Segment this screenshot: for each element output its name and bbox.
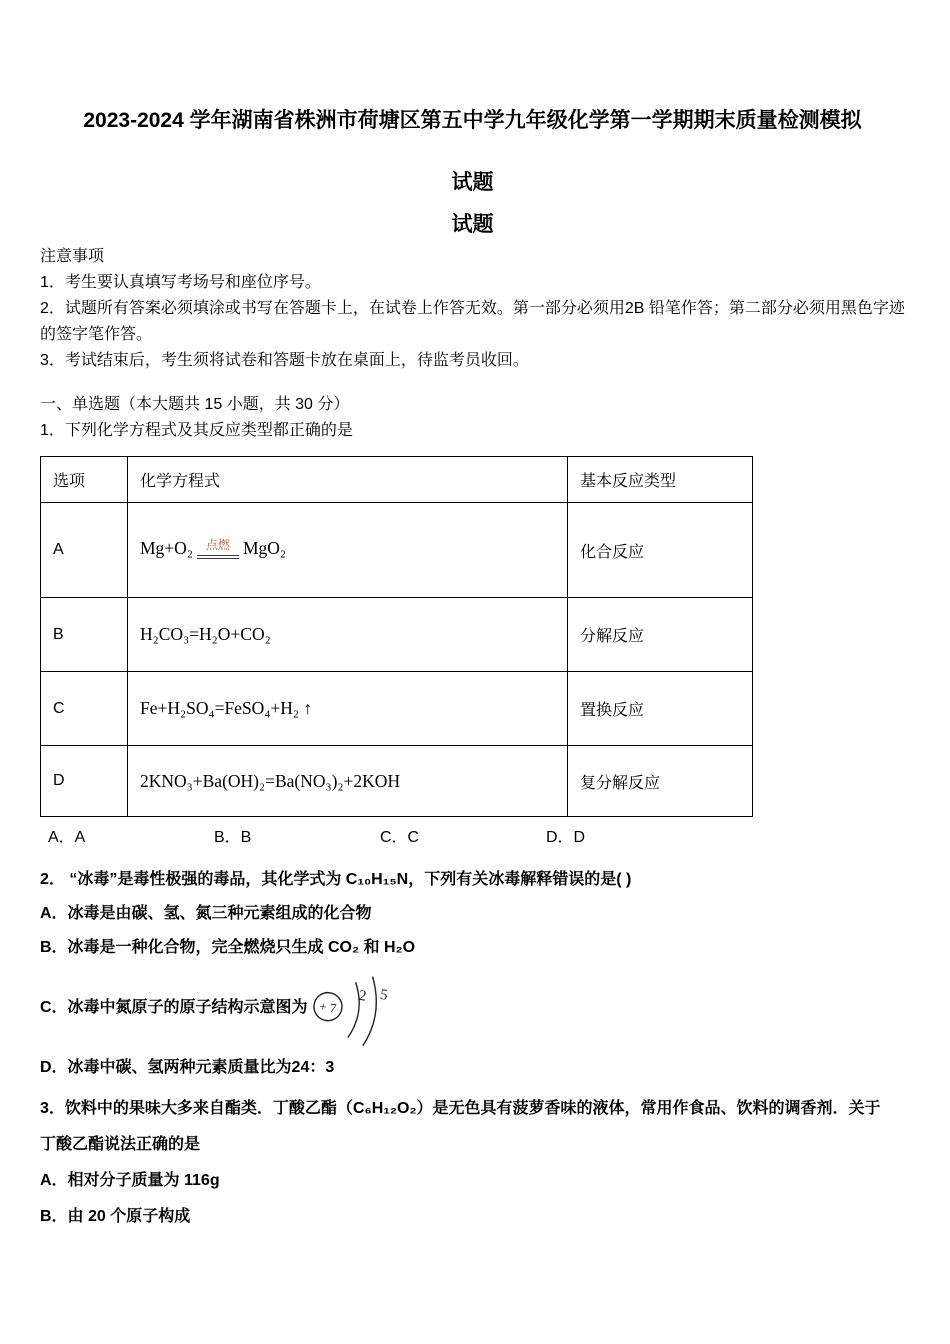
reaction-condition-equals [197, 536, 239, 559]
question-3-text: 3．饮料中的果味大多来自酯类．丁酸乙酯（C₆H₁₂O₂）是无色具有菠萝香味的液体，常用作食品、饮料的调香剂．关于丁酸乙酯说法正确的是 [40, 1100, 881, 1153]
equation-cell [128, 503, 568, 598]
document-title: 2023-2024 学年湖南省株洲市荷塘区第五中学九年级化学第一学期期末质量检测模拟 [83, 109, 862, 132]
table-row-d [41, 746, 753, 817]
document-subtitle: 试题 [451, 213, 494, 236]
equation-cell: Fe+H₂SO₄=FeSO₄+H₂ ↑ [128, 672, 568, 746]
option-cell: C [41, 672, 128, 746]
option-cell: A [41, 503, 128, 598]
table-row-a [41, 503, 753, 598]
atom-shell-1-electrons: 2 [357, 987, 367, 1005]
table-header-row [41, 457, 753, 503]
question-1-answer-options [40, 825, 905, 851]
section-1-heading: 一、单选题（本大题共 15 小题，共 30 分） [40, 396, 350, 413]
document-title-line2: 试题 [451, 171, 494, 194]
atom-shell-2-electrons: 5 [378, 986, 389, 1004]
answer-option-a: A．A [48, 829, 86, 846]
table-header-equation: 化学方程式 [128, 457, 568, 503]
question-2-choice-b: B．冰毒是一种化合物，完全燃烧只生成 CO₂ 和 H₂O [40, 939, 416, 956]
question-1-table [40, 456, 753, 817]
question-3-choice-a: A．相对分子质量为 116g [40, 1172, 220, 1189]
equation-cell: H₂CO₃=H₂O+CO₂ [128, 598, 568, 672]
equation-right: MgO₂ [242, 538, 286, 559]
equation-left: Mg+O₂ [140, 538, 193, 559]
question-3-block [40, 1091, 905, 1235]
answer-option-b: B．B [214, 829, 252, 846]
equation-cell: 2KNO₃+Ba(OH)₂=Ba(NO₃)₂+2KOH [128, 746, 568, 817]
answer-option-c: C．C [380, 829, 420, 846]
table-header-option: 选项 [41, 457, 128, 503]
reaction-type-cell: 分解反应 [568, 598, 753, 672]
question-2-choice-c [40, 965, 905, 1051]
option-cell: B [41, 598, 128, 672]
table-row-c [41, 672, 753, 746]
table-header-reaction-type: 基本反应类型 [568, 457, 753, 503]
option-cell: D [41, 746, 128, 817]
question-1-text: 1．下列化学方程式及其反应类型都正确的是 [40, 422, 353, 439]
reaction-type-cell: 置换反应 [568, 672, 753, 746]
notice-item-1: 1．考生要认真填写考场号和座位序号。 [40, 274, 321, 291]
atom-nucleus-charge: + 7 [317, 998, 337, 1016]
reaction-type-cell: 复分解反应 [568, 746, 753, 817]
question-2-choice-c-text: C．冰毒中氮原子的原子结构示意图为 [40, 999, 308, 1016]
nitrogen-atom-structure-diagram [310, 968, 394, 1048]
ignite-condition-label: 点燃 [197, 536, 239, 559]
notice-item-3: 3．考试结束后，考生须将试卷和答题卡放在桌面上，待监考员收回。 [40, 352, 529, 369]
question-2-text: 2． “冰毒”是毒性极强的毒品，其化学式为 C₁₀H₁₅N，下列有关冰毒解释错误的是( ) [40, 871, 632, 888]
answer-option-d: D．D [546, 829, 586, 846]
notice-section [40, 244, 905, 374]
question-2-block [40, 863, 905, 1085]
reaction-type-cell: 化合反应 [568, 503, 753, 598]
question-2-choice-d: D．冰毒中碳、氢两种元素质量比为24：3 [40, 1059, 335, 1076]
table-row-b [41, 598, 753, 672]
notice-item-2: 2．试题所有答案必须填涂或书写在答题卡上，在试卷上作答无效。第一部分必须用2B 铅笔作答；第二部分必须用黑色字迹的签字笔作答。 [40, 300, 905, 343]
question-2-choice-a: A．冰毒是由碳、氢、氮三种元素组成的化合物 [40, 905, 372, 922]
question-3-choice-b: B．由 20 个原子构成 [40, 1208, 191, 1225]
notice-heading: 注意事项 [40, 248, 105, 265]
